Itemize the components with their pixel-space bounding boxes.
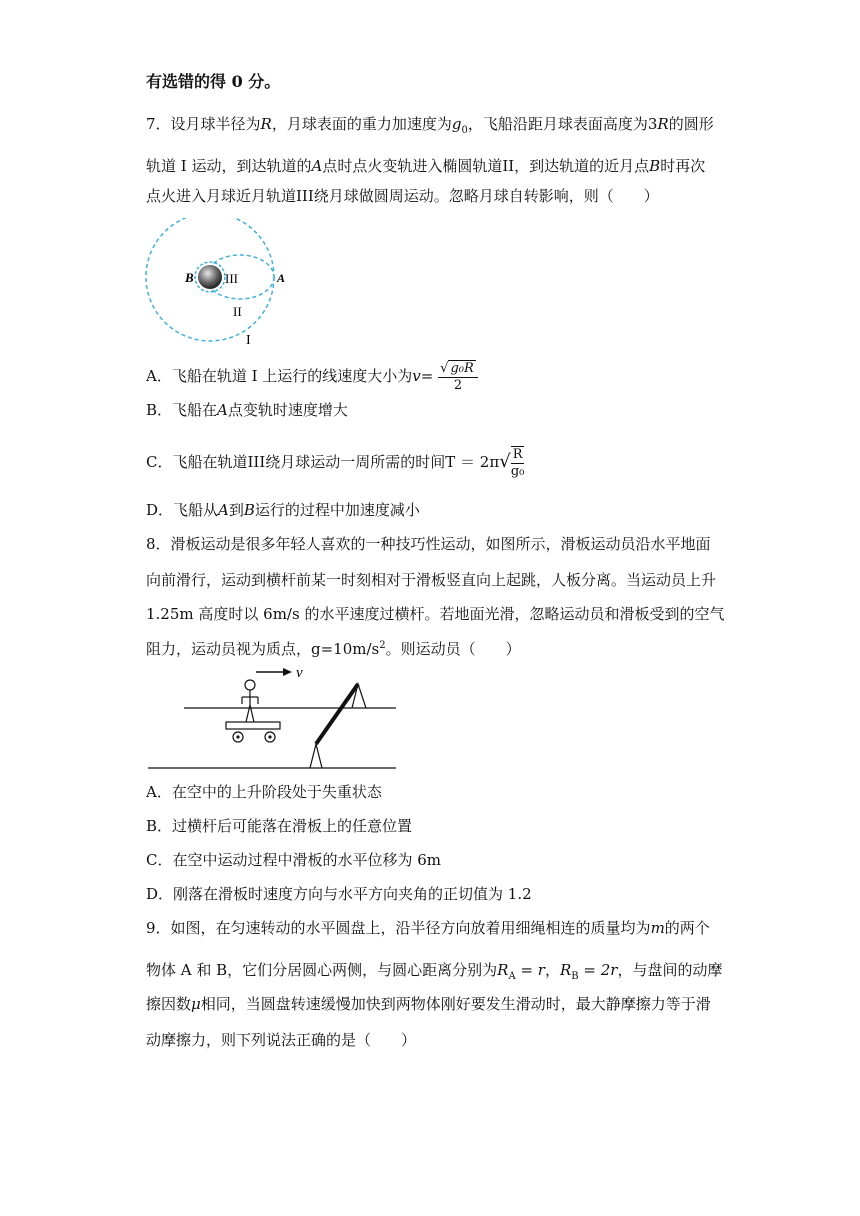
moon-sphere [198, 265, 222, 289]
q7-option-d: D．飞船从A到B运行的过程中加速度减小 [146, 501, 420, 519]
skater-figure [242, 680, 258, 722]
q9-stem-line4: 动摩擦力，则下列说法正确的是（ ） [146, 1031, 417, 1049]
label-i: I [246, 333, 251, 348]
q9-stem-line1: 9．如图，在匀速转动的水平圆盘上，沿半径方向放着用细绳相连的质量均为m的两个 [146, 919, 710, 937]
q7-stem-line2: 轨道 I 运动，到达轨道的A点时点火变轨进入椭圆轨道II，到达轨道的近月点B时再次 [146, 157, 706, 175]
label-iii: III [225, 271, 238, 286]
label-b: B [185, 270, 194, 285]
skateboard [226, 722, 280, 729]
label-v: v [296, 665, 303, 681]
q7-option-a: A．飞船在轨道 I 上运行的线速度大小为v= $\frac{\text{√ g₀R}}{2}$ [146, 360, 478, 394]
q8-stem-line4: 阻力，运动员视为质点，$g=10m/s^2$。则运动员（ ） [146, 640, 521, 658]
label-a: A [277, 271, 286, 285]
q8-option-b: B．过横杆后可能落在滑板上的任意位置 [146, 817, 413, 835]
section-note: 有选错的得 0 分。 [146, 72, 281, 91]
crossbar [316, 684, 358, 744]
q9-stem-line3: 擦因数μ相同，当圆盘转速缓慢加快到两物体刚好要发生滑动时，最大静摩擦力等于滑 [146, 995, 711, 1013]
q7-option-c: C．飞船在轨道III绕月球运动一周所需的时间T ＝ 2π√ $\frac{R}{\text{g₀}}$ [146, 447, 525, 479]
velocity-arrow-head [283, 668, 292, 676]
q8-option-a: A．在空中的上升阶段处于失重状态 [146, 783, 382, 801]
q8-option-d: D．刚落在滑板时速度方向与水平方向夹角的正切值为 1.2 [146, 885, 532, 903]
q7-option-b: B．飞船在A点变轨时速度增大 [146, 401, 348, 419]
q8-stem-line3: 1.25m 高度时以 6m/s 的水平速度过横杆。若地面光滑，忽略运动员和滑板受到的空气 [146, 605, 725, 623]
skateboard-diagram [146, 660, 406, 772]
orbit-diagram [140, 218, 300, 348]
q8-stem-line2: 向前滑行，运动到横杆前某一时刻相对于滑板竖直向上起跳，人板分离。当运动员上升 [146, 571, 717, 589]
q9-stem-line2: 物体 A 和 B，它们分居圆心两侧，与圆心距离分别为$R_A = r$，$R_B = 2r$，与盘间的动摩 [146, 961, 723, 982]
q8-stem-line1: 8．滑板运动是很多年轻人喜欢的一种技巧性运动，如图所示，滑板运动员沿水平地面 [146, 535, 711, 553]
lower-support [310, 744, 322, 768]
q7-stem-line1: 7．设月球半径为R，月球表面的重力加速度为$g_0$，飞船沿距月球表面高度为3R的圆形 [146, 115, 714, 136]
label-ii: II [233, 304, 242, 319]
q7-stem-line3: 点火进入月球近月轨道III绕月球做圆周运动。忽略月球自转影响，则（ ） [146, 187, 659, 205]
q8-option-c: C．在空中运动过程中滑板的水平位移为 6m [146, 851, 442, 869]
